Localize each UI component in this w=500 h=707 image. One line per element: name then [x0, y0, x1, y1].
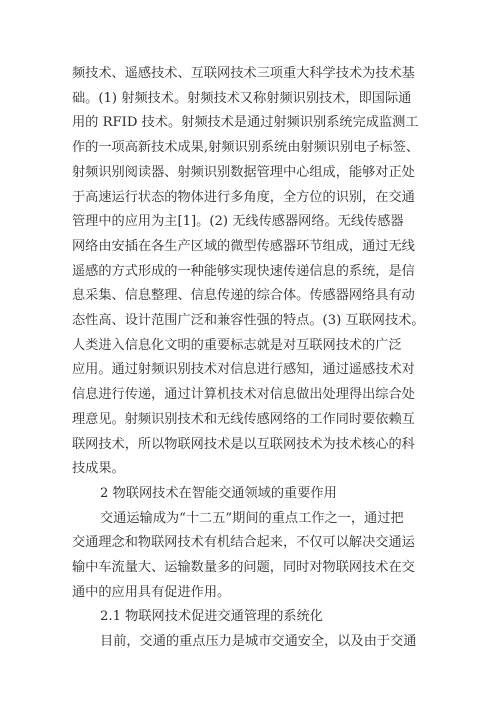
document-body — [72, 62, 428, 655]
text-line: 通中的应用具有促进作用。 — [72, 584, 231, 600]
text-line: 信息进行传递，通过计算机技术对信息做出处理得出综合处 — [72, 387, 415, 403]
text-line: 目前，交通的重点压力是城市交通安全，以及由于交通 — [100, 634, 417, 650]
text-line: 联网技术，所以物联网技术是以互联网技术为技术核心的科 — [72, 436, 415, 452]
paragraph-transport-iot — [72, 507, 428, 606]
text-line: 用的 RFID 技术。射频技术是通过射频识别系统完成监测工 — [72, 115, 419, 131]
text-line: 息采集、信息整理、信息传递的综合体。传感器网络具有动 — [72, 288, 415, 304]
section-heading-2-1: 2.1 物联网技术促进交通管理的系统化 — [100, 609, 323, 625]
text-line: 交通运输成为“十二五”期间的重点工作之一，通过把 — [100, 510, 404, 526]
text-line: 网络由安插在各生产区域的微型传感器环节组成，通过无线 — [72, 238, 415, 254]
text-line: 础。(1) 射频技术。射频技术又称射频识别技术，即国际通 — [72, 90, 412, 106]
text-line: 理意见。射频识别技术和无线传感网络的工作同时要依赖互 — [72, 411, 415, 427]
paragraph-rfid-sensor-internet — [72, 62, 428, 482]
text-line: 输中车流量大、运输数量多的问题，同时对物联网技术在交 — [72, 560, 415, 576]
text-line: 技成果。 — [72, 461, 125, 477]
text-line: 态性高、设计范围广泛和兼容性强的特点。(3) 互联网技术。 — [72, 313, 425, 329]
text-line: 射频识别阅读器、射频识别数据管理中心组成，能够对正处 — [72, 164, 415, 180]
text-line: 遥感的方式形成的一种能够实现快速传递信息的系统，是信 — [72, 263, 415, 279]
text-line: 人类进入信息化文明的重要标志就是对互联网技术的广泛 — [72, 337, 402, 353]
section-heading-2: 2 物联网技术在智能交通领域的重要作用 — [100, 485, 337, 501]
paragraph-traffic-pressure — [72, 630, 428, 655]
text-line: 管理中的应用为主[1]。(2) 无线传感器网络。无线传感器 — [72, 214, 404, 230]
text-line: 作的一项高新技术成果,射频识别系统由射频识别电子标签、 — [72, 140, 420, 156]
text-line: 交通理念和物联网技术有机结合起来，不仅可以解决交通运 — [72, 535, 415, 551]
text-line: 频技术、遥感技术、互联网技术三项重大科学技术为技术基 — [72, 66, 415, 81]
text-line: 应用。通过射频识别技术对信息进行感知，通过遥感技术对 — [72, 362, 415, 378]
text-line: 于高速运行状态的物体进行多角度，全方位的识别，在交通 — [72, 189, 415, 205]
